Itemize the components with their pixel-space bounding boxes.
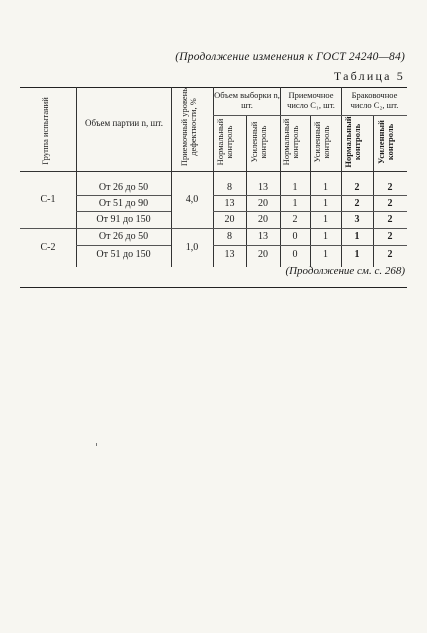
lot-size: От 91 до 150 <box>96 214 151 225</box>
sample-tightened: 20 <box>258 214 268 225</box>
sample-tightened: 20 <box>258 197 268 209</box>
header-normal: Нормальный контроль <box>215 118 235 166</box>
acceptance-normal: 0 <box>292 248 298 260</box>
lot-size: От 51 до 150 <box>96 248 151 260</box>
acceptable-level: 1,0 <box>185 242 199 253</box>
acceptance-tightened: 1 <box>323 231 328 242</box>
rejection-normal: 1 <box>354 248 360 260</box>
rejection-tightened: 2 <box>387 181 393 193</box>
page-speck <box>96 443 97 446</box>
acceptance-normal: 2 <box>292 214 298 225</box>
acceptable-level: 4,0 <box>185 194 199 205</box>
sample-tightened: 13 <box>258 181 268 193</box>
rejection-normal: 2 <box>354 181 360 193</box>
table-title: Таблица 5 <box>333 69 405 83</box>
table-bottom-rule <box>20 287 407 288</box>
header-rejection-number: Браковочное число C₂, шт. <box>350 90 399 110</box>
lot-size: От 51 до 90 <box>98 197 149 209</box>
header-tightened: Усиленный контроль <box>249 121 269 163</box>
sample-tightened: 13 <box>258 231 268 242</box>
rejection-normal: 2 <box>354 197 360 209</box>
acceptance-tightened: 1 <box>323 181 328 193</box>
sample-normal: 8 <box>227 181 232 193</box>
header-normal: Нормальный контроль <box>343 116 363 168</box>
rejection-normal: 3 <box>354 214 360 225</box>
header-tightened: Усиленный контроль <box>312 121 332 163</box>
sample-normal: 8 <box>227 231 232 242</box>
continuation-header: (Продолжение изменения к ГОСТ 24240—84) <box>175 51 405 63</box>
header-sample-size: Объем выборки n, шт. <box>214 90 280 110</box>
rejection-tightened: 2 <box>387 214 393 225</box>
group-name: С-2 <box>40 242 56 253</box>
acceptance-normal: 0 <box>292 231 298 242</box>
group-name: С-1 <box>40 194 56 205</box>
rejection-tightened: 2 <box>387 197 393 209</box>
sample-tightened: 20 <box>258 248 268 260</box>
sample-normal: 13 <box>224 197 235 209</box>
header-lot-size: Объем партии n, шт. <box>85 118 163 128</box>
header-group: Группа испытаний <box>40 97 50 165</box>
acceptance-tightened: 1 <box>323 214 328 225</box>
rejection-tightened: 2 <box>387 231 393 242</box>
lot-size: От 26 до 50 <box>98 231 149 242</box>
rejection-normal: 1 <box>354 231 360 242</box>
acceptance-normal: 1 <box>292 181 298 193</box>
header-tightened: Усиленный контроль <box>376 120 396 164</box>
sample-normal: 20 <box>224 214 235 225</box>
rejection-tightened: 2 <box>387 248 393 260</box>
acceptance-tightened: 1 <box>323 248 328 260</box>
sample-normal: 13 <box>224 248 235 260</box>
acceptance-tightened: 1 <box>323 197 328 209</box>
lot-size: От 26 до 50 <box>98 181 149 193</box>
continuation-footer: (Продолжение см. с. 268) <box>285 265 405 277</box>
header-acceptable-level: Приемочный уровень дефектности, % <box>179 87 199 167</box>
acceptance-normal: 1 <box>292 197 298 209</box>
header-normal: Нормальный контроль <box>281 118 301 166</box>
header-acceptance-number: Приемочное число C₁, шт. <box>287 90 335 110</box>
